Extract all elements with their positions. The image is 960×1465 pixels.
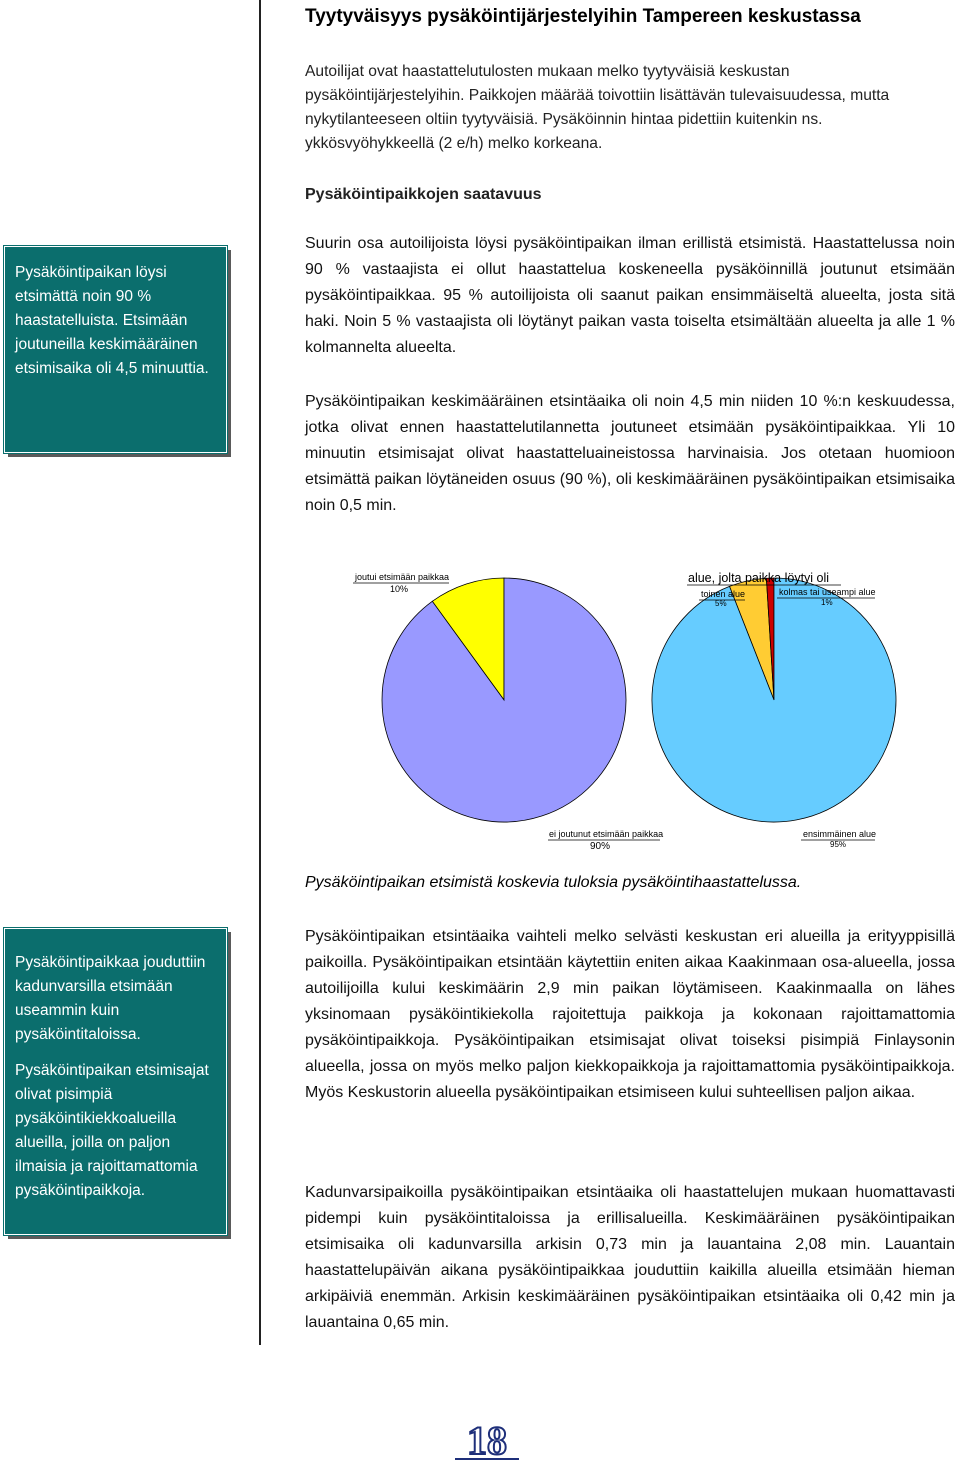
body-paragraph-4: Kadunvarsipaikoilla pysäköintipaikan etsintäaika oli haastattelujen mukaan huomattavasti pidempi kuin pysäköintitaloissa ja erillisalueilla. Keskimääräinen pysäköintipaikan etsimisaika oli kadunvarsilla arkisin 0,73 min ja lauantaina 2,08 min. Lauantain haastattelupäivän aikana pysäköintipaikkaa jouduttiin kaikilla alueilla etsimään hieman arkipäiviä enemmän. Arkisin keskimääräinen pysäköintipaikan etsintäaika oli 0,42 min ja lauantaina 0,65 min. [305,1184,955,1331]
body-paragraph-3: Pysäköintipaikan etsintäaika vaihteli melko selvästi keskustan eri alueilla ja erityyppisillä paikoilla. Pysäköintipaikan etsintään käytettiin eniten aikaa Kaakinmaan osa-alueella, jossa autoilijoilla kului keskimäärin 2,9 min paikan löytämiseen. Kaakinmaalla on lähes yksinomaan pysäköintikiekolla rajoitettuja paikkoja ja kokonaan rajoittamattomia pysäköintipaikkoja. Pysäköintipaikan etsimisajat olivat toiseksi pisimpiä Finlaysonin alueella, jossa on myös melko paljon kiekkopaikkoja ja rajoittamattomia pysäköintipaikkoja. Myös Keskustorin alueella pysäköintipaikan etsimiseen kului suhteellisen paljon aikaa. [305,928,955,1101]
pie2-pct-first: 95% [830,840,847,849]
sidebar-callout-text: Pysäköintipaikan löysi etsimättä noin 90 % haastatelluista. Etsimään joutuneilla keskimääräinen etsimisaika oli 4,5 minuuttia. [15,264,209,377]
column-divider [259,0,261,1345]
pie2-pct-second: 5% [715,599,727,608]
pie2-label-first: ensimmäinen alue [803,829,877,839]
page-number [455,1418,519,1464]
pie-charts [305,548,957,860]
intro-paragraph: Autoilijat ovat haastattelutulosten mukaan melko tyytyväisiä keskustan pysäköintijärjestelyihin. Paikkojen määrää toivottiin lisättävän tulevaisuudessa, mutta nykytilanteeseen oltiin tyytyväisiä. Pysäköinnin hintaa pidettiin kuitenkin ns. ykkösvyöhykkeellä (2 e/h) melko korkeana. [305,63,890,152]
pie1-slice-1 [382,578,626,822]
section-heading: Pysäköintipaikkojen saatavuus [305,186,542,203]
sidebar-callout-2 [4,928,227,1235]
pie1-pct-not-searched: 90% [590,841,611,852]
body-paragraph-1: Suurin osa autoilijoista löysi pysäköintipaikan ilman erillistä etsimistä. Haastattelussa noin 90 % vastaajista ei ollut haastattelua koskeneella pysäköinnillä joutunut etsimään pysäköintipaikkaa. 95 % autoilijoista oli saanut paikan ensimmäiseltä alueelta, josta sitä haki. Noin 5 % vastaajista oli löytänyt paikan vasta toiselta etsimältään alueelta ja alle 1 % kolmannelta alueelta. [305,235,955,356]
page-number-text: 18 [467,1418,507,1463]
pie2-label-third: kolmas tai useampi alue [779,587,876,597]
pie2-slice-2 [652,578,896,822]
figure-caption: Pysäköintipaikan etsimistä koskevia tuloksia pysäköintihaastattelussa. [305,874,802,891]
sidebar-callout-text: Pysäköintipaikkaa jouduttiin kadunvarsilla etsimään useammin kuin pysäköintitaloissa. [15,954,206,1043]
pie2-title: alue, jolta paikka löytyi oli [688,571,830,585]
pie2-label-second: toinen alue [701,589,746,599]
pie2-pct-third: 1% [821,598,833,607]
body-paragraph-2: Pysäköintipaikan keskimääräinen etsintäaika oli noin 4,5 min niiden 10 %:n keskuudessa, jotka olivat ennen haastattelutilannetta joutuneet etsimään pysäköintipaikkaa. Yli 10 minuutin etsimisajat olivat haastatteluaineistossa harvinaisia. Jos otetaan huomioon etsimättä paikan löytäneiden osuus (90 %), oli keskimääräinen pysäköintipaikan etsimisaika noin 0,5 min. [305,393,955,514]
pie1-label-not-searched: ei joutunut etsimään paikkaa [549,829,664,839]
sidebar-callout-1 [4,246,227,453]
sidebar-callout-text: Pysäköintipaikan etsimisajat olivat pisimpiä pysäköintikiekkoalueilla alueilla, joilla on paljon ilmaisia ja rajoittamattomia pysäköintipaikkoja. [15,1062,209,1199]
pie1-pct-searched: 10% [390,584,409,594]
page-title: Tyytyväisyys pysäköintijärjestelyihin Tampereen keskustassa [305,6,861,27]
pie1-label-searched: joutui etsimään paikkaa [355,572,450,582]
